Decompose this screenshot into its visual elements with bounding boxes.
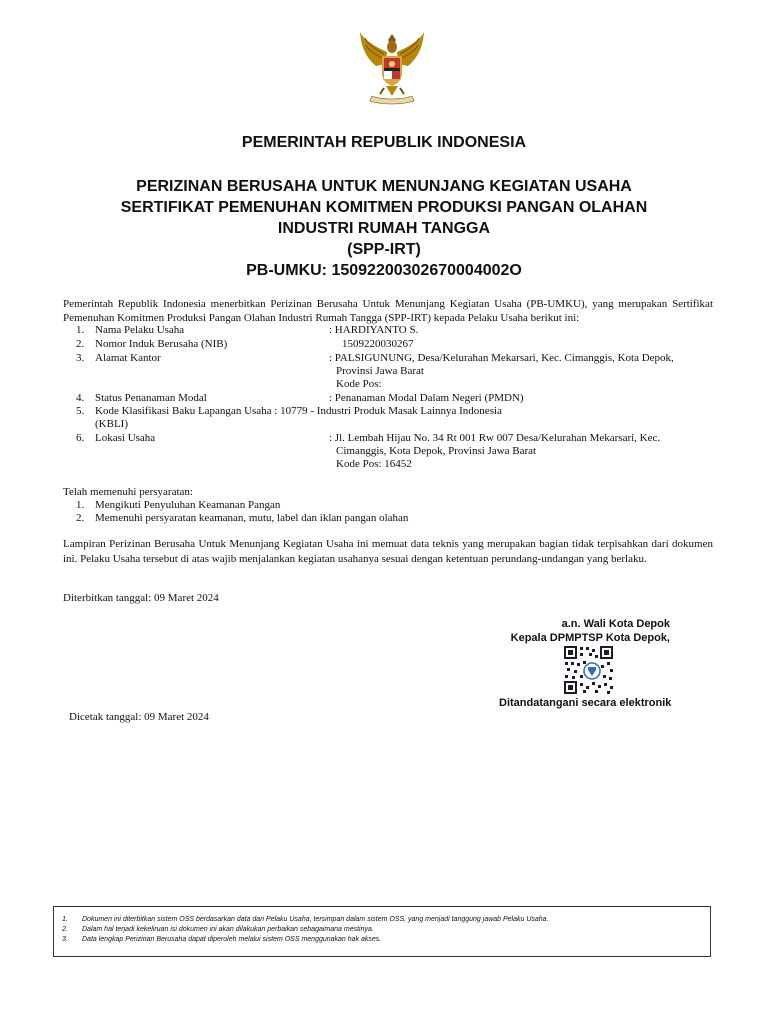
title-line-1: PERIZINAN BERUSAHA UNTUK MENUNJANG KEGIATAN USAHA (136, 178, 632, 195)
intro-paragraph: Pemerintah Republik Indonesia menerbitkan Perizinan Berusaha Untuk Menunjang Kegiatan Usaha (PB-UMKU), yang merupakan Sertifikat Pemenuhan Komitmen Produksi Pangan Olahan Industri Rumah Tangga (SPP-IRT) kepada Pelaku Usaha berikut ini: (63, 298, 713, 324)
qr-code-icon (563, 645, 614, 695)
detail-row-location: 6. Lokasi Usaha : Jl. Lembah Hijau No. 34 Rt 001 Rw 007 Desa/Kelurahan Mekarsari, Kec. Cimanggis, Kota Depok, Provinsi Jawa Barat Kode Pos: 16452 (76, 432, 661, 470)
footnote-box: 1. Dokumen ini diterbitkan sistem OSS berdasarkan data dari Pelaku Usaha, tersimpan dalam sistem OSS, yang menjadi tanggung jawab Pelaku Usaha. 2. Dalam hal terjadi kekeliruan isi dokumen ini akan dilakukan perbaikan sebagaimana mestinya. 3. Data lengkap Perizinan Berusaha dapat diperoleh melalui sistem OSS menggunakan hak akses. (53, 906, 711, 957)
certificate-title-block (60, 176, 708, 281)
title-line-4: (SPP-IRT) (347, 241, 421, 258)
requirements-title: Telah memenuhi persyaratan: (63, 486, 193, 498)
certificate-page: PEMERINTAH REPUBLIK INDONESIA PERIZINAN BERUSAHA UNTUK MENUNJANG KEGIATAN USAHA SERTIFIKAT PEMENUHAN KOMITMEN PRODUKSI PANGAN OLAHAN INDUSTRI RUMAH TANGGA (SPP-IRT) PB-UMKU: 15092200302670004002O Pemerintah Republik Indonesia menerbitkan Perizinan Berusaha Untuk Menunjang Kegiatan Usaha (PB-UMKU), yang merupakan Sertifikat Pemenuhan Komitmen Produksi Pangan Olahan Industri Rumah Tangga (SPP-IRT) kepada Pelaku Usaha berikut ini: 1. Nama Pelaku Usaha : HARDIYANTO S. 2. Nomor Induk Berusaha (NIB) 1509220030267 3. Alamat Kantor : PALSIGUNUNG, Desa/Kelurahan Mekarsari, Kec. Cimanggis, Kota Depok, Provinsi Jawa Barat Kode Pos: 4. Status Penanaman Modal : Penanaman Modal Dalam Negeri (PMDN) 5. Kode Klasifikasi Baku Lapangan Usaha : 10779 - Industri Produk Masak Lainnya Indonesia (KBLI) 6. Lokasi Usaha : Jl. Lembah Hijau No. 34 Rt 001 Rw 007 Desa/Kelurahan Mekarsari, Kec. Cimanggis, Kota Depok, Provinsi Jawa Barat Kode Pos: 16452 Telah memenuhi persyaratan: 1. Mengikuti Penyuluhan Keamanan Pangan 2. Memenuhi persyaratan keamanan, mutu, label dan iklan pangan olahan Lampiran Perizinan Berusaha Untuk Menunjang Kegiatan Usaha ini memuat data teknis yang merupakan bagian tidak terpisahkan dari dokumen ini. Pelaku Usaha tersebut di atas wajib menjalankan kegiatan usahanya sesuai dengan ketentuan perundang-undangan yang berlaku. Diterbitkan tanggal: 09 Maret 2024 a.n. Wali Kota Depok Kepala DPMPTSP Kota Depok, Ditandatangani secara elektronik Dicetak tanggal: 09 Maret 2024 1. Dokumen ini diterbitkan sistem OSS berdasarkan data dari Pelaku Usaha, tersimpan dalam sistem OSS, yang menjadi tanggung jawab Pelaku Usaha. 2. Dalam hal terjadi kekeliruan isi dokumen ini akan dilakukan perbaikan sebagaimana mestinya. 3. Data lengkap Perizinan Berusaha dapat diperoleh melalui sistem OSS menggunakan hak akses. (0, 0, 768, 1024)
detail-row-address: 3. Alamat Kantor : PALSIGUNUNG, Desa/Kelurahan Mekarsari, Kec. Cimanggis, Kota Depok, Provinsi Jawa Barat Kode Pos: (76, 352, 674, 390)
title-line-2: SERTIFIKAT PEMENUHAN KOMITMEN PRODUKSI PANGAN OLAHAN (120, 199, 648, 216)
garuda-emblem-icon (354, 30, 430, 106)
business-owner-name: : HARDIYANTO S. (329, 324, 419, 336)
nib-value: 1509220030267 (342, 338, 414, 350)
signatory-title: Kepala DPMPTSP Kota Depok, (510, 632, 670, 644)
issued-date: Diterbitkan tanggal: 09 Maret 2024 (63, 592, 219, 604)
signatory-on-behalf: a.n. Wali Kota Depok (561, 618, 670, 630)
electronic-signature-note: Ditandatangani secara elektronik (499, 697, 672, 709)
attachment-paragraph: Lampiran Perizinan Berusaha Untuk Menunjang Kegiatan Usaha ini memuat data teknis yang merupakan bagian tidak terpisahkan dari dokumen ini. Pelaku Usaha tersebut di atas wajib menjalankan kegiatan usahanya sesuai dengan ketentuan perundang-undangan yang berlaku. (63, 538, 713, 565)
title-line-3: INDUSTRI RUMAH TANGGA (277, 220, 491, 237)
license-number: PB-UMKU: 15092200302670004002O (246, 262, 522, 279)
printed-date: Dicetak tanggal: 09 Maret 2024 (69, 711, 209, 723)
detail-row-kbli: 5. Kode Klasifikasi Baku Lapangan Usaha : 10779 - Industri Produk Masak Lainnya Indonesia (KBLI) (76, 405, 502, 430)
government-title: PEMERINTAH REPUBLIK INDONESIA (241, 134, 527, 151)
